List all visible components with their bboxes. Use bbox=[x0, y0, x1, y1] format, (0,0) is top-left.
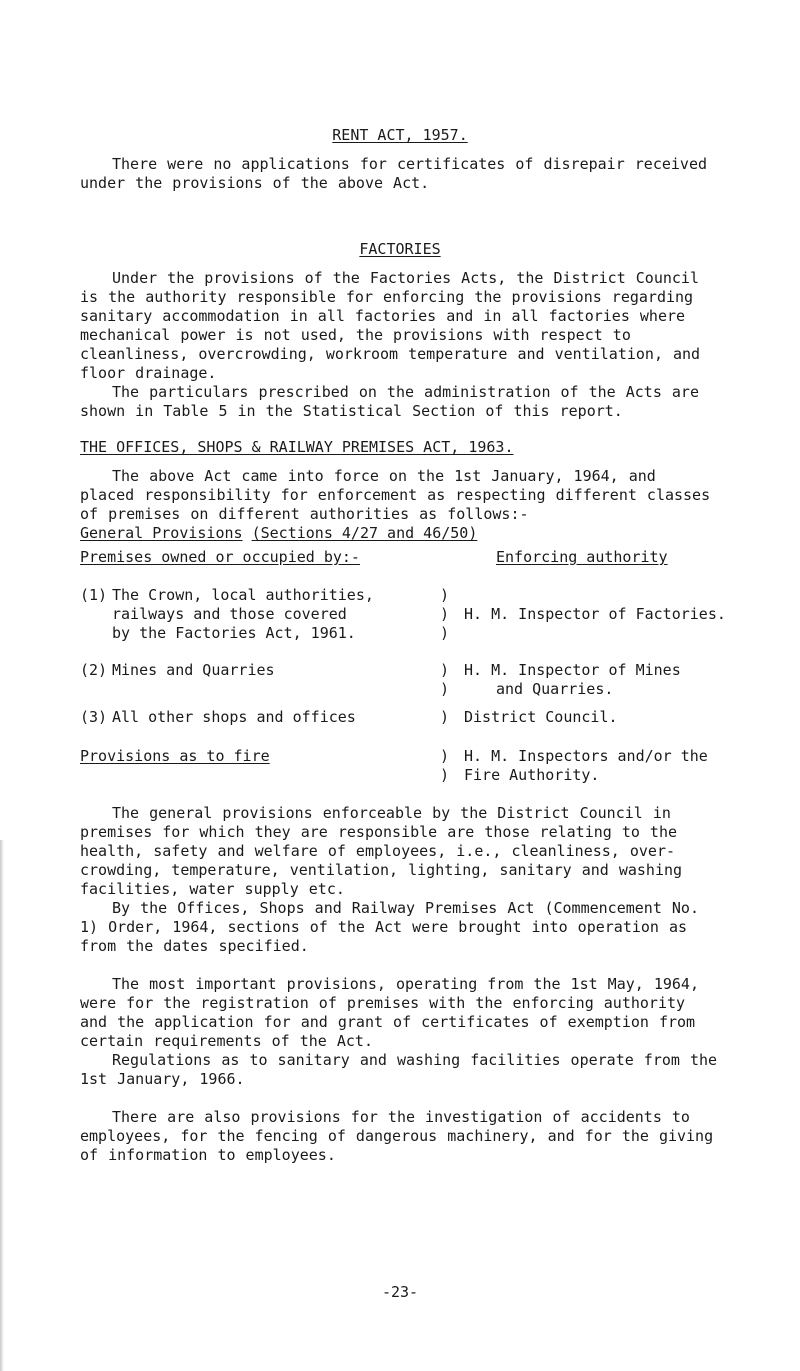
commencement-order-paragraph: By the Offices, Shops and Railway Premises Act (Commencement No. 1) Order, 1964, sections of the Act were brought into operation as from the dates specified. bbox=[80, 899, 699, 955]
fire-authority-line-1: H. M. Inspectors and/or the bbox=[464, 747, 708, 765]
row-2-bracket: ) ) bbox=[440, 661, 450, 698]
row-2-premises: Mines and Quarries bbox=[112, 661, 275, 679]
row-1-bracket: ) ) ) bbox=[440, 586, 450, 642]
accidents-paragraph: There are also provisions for the investigation of accidents to employees, for the fencing of dangerous machinery, and for the giving of information to employees. bbox=[80, 1108, 714, 1164]
factories-paragraph-2: The particulars prescribed on the administration of the Acts are shown in Table 5 in the Statistical Section of this report. bbox=[80, 383, 699, 420]
factories-paragraph-1: Under the provisions of the Factories Acts, the District Council is the authority responsible for enforcing the provisions regarding sanitary accommodation in all factories and in all factories where mechanical power is not used, the provisions with respect to cleanliness, overcrowding, workroom temperature and ventilation, and floor drainage. bbox=[80, 269, 701, 382]
row-3-premises: All other shops and offices bbox=[112, 708, 356, 726]
rent-act-heading: RENT ACT, 1957. bbox=[332, 126, 468, 144]
general-provisions-paragraph: The general provisions enforceable by the District Council in premises for which they are responsible are those relating to the health, safety and welfare of employees, i.e., cleanliness, over-crowding, temperature, ventilation, lighting, sanitary and washing facilities, water supply etc. bbox=[80, 804, 683, 898]
general-provisions-sections: (Sections 4/27 and 46/50) bbox=[251, 524, 478, 542]
regulations-paragraph: Regulations as to sanitary and washing facilities operate from the 1st January, 1966. bbox=[80, 1051, 718, 1088]
general-provisions-line bbox=[80, 524, 477, 543]
row-2-authority-line-2: and Quarries. bbox=[496, 680, 614, 698]
row-1-premises-line-3: by the Factories Act, 1961. bbox=[112, 624, 356, 642]
row-1-premises-line-1: The Crown, local authorities, bbox=[112, 586, 374, 604]
row-3-bracket: ) bbox=[440, 708, 450, 726]
row-1-authority: H. M. Inspector of Factories. bbox=[464, 605, 726, 623]
row-2-authority-line-1: H. M. Inspector of Mines bbox=[464, 661, 681, 679]
fire-provisions-label: Provisions as to fire bbox=[80, 747, 270, 765]
rent-act-paragraph: There were no applications for certificates of disrepair received under the provisions of the above Act. bbox=[80, 155, 707, 192]
row-2-number: (2) bbox=[80, 661, 108, 679]
premises-column-header: Premises owned or occupied by:- bbox=[80, 548, 360, 566]
authority-column-header: Enforcing authority bbox=[496, 548, 668, 566]
page-number: -23- bbox=[381, 1283, 419, 1301]
fire-bracket: ) ) bbox=[440, 747, 450, 784]
offices-act-heading: THE OFFICES, SHOPS & RAILWAY PREMISES ACT, 1963. bbox=[80, 438, 514, 456]
row-1-number: (1) bbox=[80, 586, 108, 604]
row-3-authority: District Council. bbox=[464, 708, 618, 726]
fire-authority-line-2: Fire Authority. bbox=[464, 766, 600, 784]
general-provisions-label: General Provisions bbox=[80, 524, 243, 542]
important-provisions-paragraph: The most important provisions, operating from the 1st May, 1964, were for the registration of premises with the enforcing authority and the application for and grant of certificates of exemption from certain requirements of the Act. bbox=[80, 975, 699, 1050]
row-1-premises-line-2: railways and those covered bbox=[112, 605, 347, 623]
row-3-number: (3) bbox=[80, 708, 108, 726]
offices-act-intro: The above Act came into force on the 1st January, 1964, and placed responsibility for enforcement as respecting different classes of premises on different authorities as follows:- bbox=[80, 467, 711, 523]
factories-heading: FACTORIES bbox=[359, 240, 441, 258]
